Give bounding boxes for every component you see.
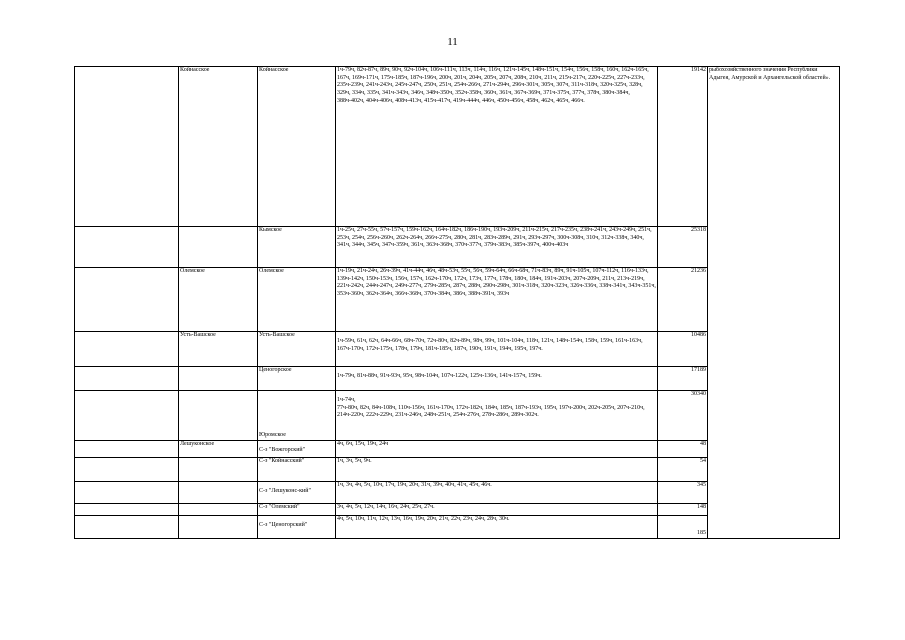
district-cell: [179, 504, 258, 516]
blank-cell: [75, 227, 179, 268]
blank-cell: [75, 332, 179, 367]
page-number: 11: [447, 36, 458, 48]
quarters-cell: [336, 391, 658, 441]
table-row: [75, 67, 840, 227]
quarters-cell: 1ч, 3ч, 5ч, 9ч.: [336, 458, 658, 482]
area-cell: 48: [658, 441, 708, 458]
quarters-cell: 1ч-79ч, 81ч-88ч, 91ч-93ч, 95ч, 98ч-104ч, 107ч-122ч, 125ч-136ч, 141ч-157ч, 159ч.: [336, 367, 658, 391]
district-cell: [179, 367, 258, 391]
note-cell: рыбохозяйственного значения Республики Адыгея, Амурской и Архангельской областей».: [708, 67, 840, 539]
area-cell: 17189: [658, 367, 708, 391]
forestry-cell: С-з "Лешуконс-кий": [258, 482, 336, 504]
quarters-first-line: 1ч-74ч,: [337, 397, 356, 403]
area-cell: 54: [658, 458, 708, 482]
forestry-cell: С-з "Ценогорский": [258, 516, 336, 539]
blank-cell: [75, 441, 179, 458]
blank-cell: [75, 504, 179, 516]
area-cell: 345: [658, 482, 708, 504]
forestry-cell: Юромское: [258, 391, 336, 441]
forestry-cell: Койнасское: [258, 67, 336, 227]
forestry-cell: Ценогорское: [258, 367, 336, 391]
area-cell: 19142: [658, 67, 708, 227]
quarters-cell: 4ч, 6ч, 15ч, 19ч, 24ч: [336, 441, 658, 458]
area-cell: 185: [658, 516, 708, 539]
blank-cell: [75, 458, 179, 482]
forestry-cell: С-з "Олемский": [258, 504, 336, 516]
blank-cell: [75, 367, 179, 391]
district-cell: [179, 482, 258, 504]
district-cell: [179, 516, 258, 539]
area-cell: 21236: [658, 268, 708, 332]
quarters-cell: 3ч, 4ч, 5ч, 12ч, 14ч, 16ч, 24ч, 25ч, 27ч.: [336, 504, 658, 516]
district-cell: [179, 458, 258, 482]
quarters-cell: 1ч-79ч, 82ч-87ч, 89ч, 90ч, 92ч-104ч, 106ч-111ч, 113ч, 114ч, 116ч, 121ч-145ч, 148ч-151ч, 154ч, 156ч, 158ч, 160ч, 162ч-165ч, 167ч, 169ч-171ч, 175ч-185ч, 187ч-196ч, 200ч, 201ч, 204ч, 205ч, 207ч, 208ч, 210ч, 211ч, 215ч-217ч, 220ч-225ч, 227ч-233ч, 235ч-239ч, 241ч-243ч, 245ч-247ч, 250ч, 251ч, 254ч-266ч, 271ч-294ч, 296ч-301ч, 305ч, 307ч, 311ч-318ч, 320ч-325ч, 328ч, 329ч, 334ч, 335ч, 341ч-343ч, 346ч, 348ч-350ч, 352ч-358ч, 360ч, 361ч, 367ч-369ч, 371ч-375ч, 377ч, 378ч, 380ч-384ч, 388ч-402ч, 404ч-406ч, 408ч-413ч, 415ч-417ч, 419ч-444ч, 446ч, 450ч-456ч, 458ч, 462ч, 465ч, 466ч.: [336, 67, 658, 227]
district-cell: [179, 227, 258, 268]
area-cell: 10486: [658, 332, 708, 367]
blank-cell: [75, 268, 179, 332]
quarters-rest: 77ч-80ч, 82ч, 84ч-108ч, 110ч-156ч, 161ч-170ч, 172ч-182ч, 184ч, 185ч, 187ч-193ч, 195ч, 197ч-200ч, 202ч-205ч, 207ч-210ч, 214ч-220ч, 222ч-229ч, 231ч-246ч, 248ч-251ч, 254ч-276ч, 278ч-286ч, 289ч-302ч.: [337, 404, 645, 419]
quarters-cell: 1ч-25ч, 27ч-55ч, 57ч-157ч, 159ч-162ч, 164ч-182ч, 186ч-190ч, 193ч-209ч, 211ч-215ч, 217ч-235ч, 238ч-241ч, 243ч-249ч, 251ч, 253ч, 254ч, 256ч-260ч, 262ч-264ч, 266ч-275ч, 280ч, 281ч, 283ч-289ч, 291ч, 293ч-297ч, 300ч-308ч, 310ч, 312ч-338ч, 340ч, 341ч, 344ч, 345ч, 347ч-359ч, 361ч, 363ч-368ч, 370ч-377ч, 379ч-383ч, 385ч-397ч, 400ч-403ч: [336, 227, 658, 268]
blank-cell: [75, 67, 179, 227]
forestry-cell: С-з "Койнасский": [258, 458, 336, 482]
quarters-cell: 4ч, 5ч, 10ч, 11ч, 12ч, 13ч, 16ч, 19ч, 20ч, 21ч, 22ч, 23ч, 24ч, 28ч, 30ч.: [336, 516, 658, 539]
forestry-cell: Кымское: [258, 227, 336, 268]
area-cell: 148: [658, 504, 708, 516]
district-cell: Усть-Вашское: [179, 332, 258, 367]
blank-cell: [75, 391, 179, 441]
district-cell: Олемское: [179, 268, 258, 332]
area-cell: 25318: [658, 227, 708, 268]
quarters-cell: 1ч, 3ч, 4ч, 5ч, 10ч, 17ч, 19ч, 20ч, 31ч, 39ч, 40ч, 41ч, 45ч, 46ч.: [336, 482, 658, 504]
blank-cell: [75, 482, 179, 504]
district-cell: Лешуконское: [179, 441, 258, 458]
forestry-table: [74, 66, 840, 539]
district-cell: [179, 391, 258, 441]
blank-cell: [75, 516, 179, 539]
forestry-cell: Усть-Вашское: [258, 332, 336, 367]
area-cell: 30340: [658, 391, 708, 441]
quarters-cell: 1ч-59ч, 61ч, 62ч, 64ч-66ч, 68ч-70ч, 72ч-80ч, 82ч-89ч, 98ч, 99ч, 101ч-104ч, 118ч, 121ч, 148ч-154ч, 158ч, 159ч, 161ч-163ч, 167ч-170ч, 172ч-175ч, 178ч, 179ч, 181ч-185ч, 187ч, 190ч, 191ч, 194ч, 195ч, 197ч.: [336, 332, 658, 367]
forestry-cell: С-з "Вожгорский": [258, 441, 336, 458]
forestry-cell: Олемское: [258, 268, 336, 332]
quarters-cell: 1ч-19ч, 21ч-24ч, 26ч-39ч, 41ч-44ч, 46ч, 48ч-53ч, 55ч, 56ч, 59ч-64ч, 66ч-68ч, 71ч-83ч, 89ч, 91ч-105ч, 107ч-112ч, 116ч-133ч, 139ч-142ч, 150ч-153ч, 156ч, 157ч, 162ч-170ч, 172ч, 173ч, 177ч, 178ч, 180ч, 184ч, 191ч-203ч, 207ч-209ч, 211ч, 213ч-219ч, 221ч-242ч, 244ч-247ч, 249ч-277ч, 279ч-285ч, 287ч, 288ч, 290ч-298ч, 301ч-318ч, 320ч-323ч, 326ч-336ч, 338ч-341ч, 343ч-351ч, 353ч-360ч, 362ч-364ч, 366ч-368ч, 370ч-384ч, 386ч, 388ч-391ч, 393ч: [336, 268, 658, 332]
district-cell: Койнасское: [179, 67, 258, 227]
